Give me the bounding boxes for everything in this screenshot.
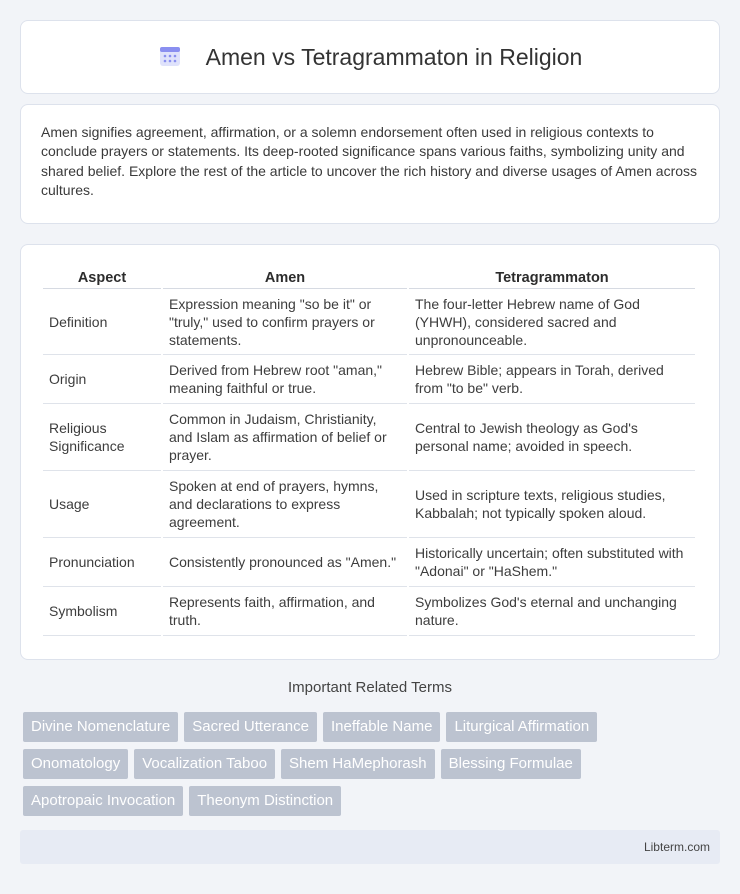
tag-theonym-distinction[interactable]: Theonym Distinction [189, 786, 341, 816]
header-amen: Amen [163, 265, 407, 289]
comparison-table-card [20, 244, 720, 660]
cell-amen: Spoken at end of prayers, hymns, and declarations to express agreement. [163, 471, 407, 538]
footer [20, 830, 720, 864]
tag-divine-nomenclature[interactable]: Divine Nomenclature [23, 712, 178, 742]
cell-amen: Derived from Hebrew root "aman," meaning faithful or true. [163, 355, 407, 404]
tag-row [23, 712, 723, 742]
tag-blessing-formulae[interactable]: Blessing Formulae [441, 749, 581, 779]
tag-row [23, 786, 723, 816]
table-row [43, 538, 695, 587]
tag-row [23, 749, 723, 779]
related-terms-title: Important Related Terms [288, 679, 452, 696]
cell-aspect: Usage [43, 471, 161, 538]
table-row [43, 471, 695, 538]
tag-ineffable-name[interactable]: Ineffable Name [323, 712, 440, 742]
cell-aspect: Religious Significance [43, 404, 161, 471]
cell-amen: Expression meaning "so be it" or "truly," used to confirm prayers or statements. [163, 289, 407, 355]
tag-shem-hamephorash[interactable]: Shem HaMephorash [281, 749, 435, 779]
tag-liturgical-affirmation[interactable]: Liturgical Affirmation [446, 712, 597, 742]
intro-card [20, 104, 720, 224]
related-terms-list [23, 712, 723, 823]
cell-tetragrammaton: Hebrew Bible; appears in Torah, derived from "to be" verb. [409, 355, 695, 404]
table-row [43, 587, 695, 636]
cell-amen: Common in Judaism, Christianity, and Islam as affirmation of belief or prayer. [163, 404, 407, 471]
table-row [43, 289, 695, 355]
comparison-table [41, 265, 697, 636]
cell-tetragrammaton: The four-letter Hebrew name of God (YHWH), considered sacred and unpronounceable. [409, 289, 695, 355]
cell-aspect: Pronunciation [43, 538, 161, 587]
intro-text: Amen signifies agreement, affirmation, or a solemn endorsement often used in religious contexts to conclude prayers or statements. Its deep-rooted significance spans various faiths, symbolizing unity and shared belief. Explore the rest of the article to uncover the rich history and diverse usages of Amen across cultures. [41, 124, 698, 198]
cell-aspect: Definition [43, 289, 161, 355]
cell-tetragrammaton: Central to Jewish theology as God's personal name; avoided in speech. [409, 404, 695, 471]
calendar-icon [158, 44, 182, 68]
table-row [43, 404, 695, 471]
tag-apotropaic-invocation[interactable]: Apotropaic Invocation [23, 786, 183, 816]
cell-aspect: Origin [43, 355, 161, 404]
cell-aspect: Symbolism [43, 587, 161, 636]
header-aspect: Aspect [43, 265, 161, 289]
cell-amen: Represents faith, affirmation, and truth. [163, 587, 407, 636]
tag-sacred-utterance[interactable]: Sacred Utterance [184, 712, 317, 742]
table-header-row [43, 265, 695, 289]
cell-amen: Consistently pronounced as "Amen." [163, 538, 407, 587]
table-row [43, 355, 695, 404]
header-card [20, 20, 720, 94]
tag-onomatology[interactable]: Onomatology [23, 749, 128, 779]
cell-tetragrammaton: Historically uncertain; often substituted with "Adonai" or "HaShem." [409, 538, 695, 587]
cell-tetragrammaton: Used in scripture texts, religious studies, Kabbalah; not typically spoken aloud. [409, 471, 695, 538]
header-tetragrammaton: Tetragrammaton [409, 265, 695, 289]
cell-tetragrammaton: Symbolizes God's eternal and unchanging nature. [409, 587, 695, 636]
tag-vocalization-taboo[interactable]: Vocalization Taboo [134, 749, 275, 779]
footer-site-link[interactable]: Libterm.com [643, 840, 710, 854]
page-title: Amen vs Tetragrammaton in Religion [205, 43, 583, 70]
